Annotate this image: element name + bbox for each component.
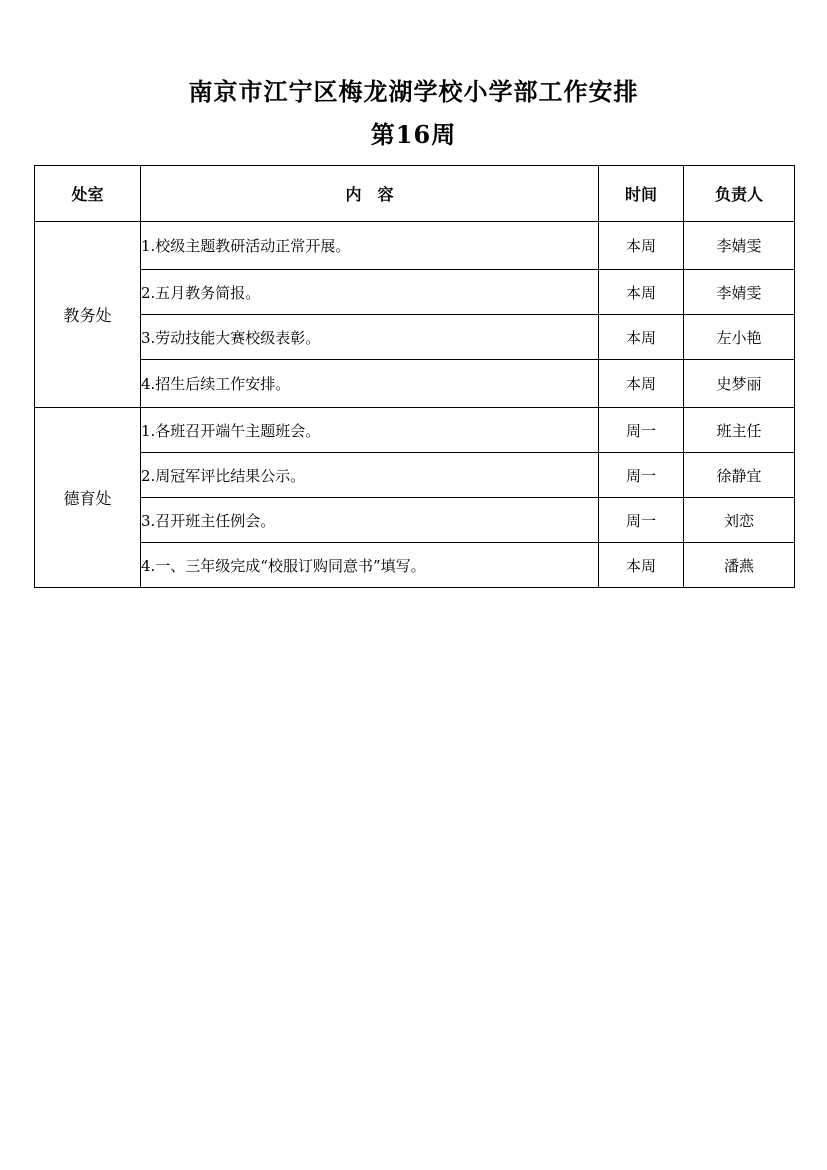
time-cell: 本周 [599, 270, 684, 315]
table-row [35, 453, 795, 498]
content-cell: 2.周冠军评比结果公示。 [141, 453, 599, 498]
content-cell: 2.五月教务简报。 [141, 270, 599, 315]
department-cell-moral: 德育处 [35, 408, 141, 588]
time-cell: 周一 [599, 453, 684, 498]
document-subtitle: 第16周 [370, 120, 457, 149]
header-owner: 负责人 [684, 166, 795, 222]
owner-cell: 徐静宜 [684, 453, 795, 498]
time-cell: 本周 [599, 222, 684, 270]
table-row [35, 408, 795, 453]
owner-cell: 班主任 [684, 408, 795, 453]
owner-cell: 李婧雯 [684, 222, 795, 270]
table-row [35, 222, 795, 270]
content-cell: 4.一、三年级完成“校服订购同意书”填写。 [141, 543, 599, 588]
owner-cell: 左小艳 [684, 315, 795, 360]
document-title: 南京市江宁区梅龙湖学校小学部工作安排 [188, 77, 639, 106]
content-cell: 1.各班召开端午主题班会。 [141, 408, 599, 453]
content-cell: 1.校级主题教研活动正常开展。 [141, 222, 599, 270]
header-time: 时间 [599, 166, 684, 222]
header-department: 处室 [35, 166, 141, 222]
time-cell: 本周 [599, 360, 684, 408]
schedule-table [34, 165, 795, 588]
content-cell: 4.招生后续工作安排。 [141, 360, 599, 408]
table-row [35, 270, 795, 315]
time-cell: 本周 [599, 543, 684, 588]
owner-cell: 史梦丽 [684, 360, 795, 408]
table-row [35, 315, 795, 360]
department-cell-academic: 教务处 [35, 222, 141, 408]
time-cell: 周一 [599, 408, 684, 453]
owner-cell: 李婧雯 [684, 270, 795, 315]
owner-cell: 潘燕 [684, 543, 795, 588]
time-cell: 本周 [599, 315, 684, 360]
content-cell: 3.召开班主任例会。 [141, 498, 599, 543]
owner-cell: 刘恋 [684, 498, 795, 543]
table-row [35, 543, 795, 588]
table-row [35, 498, 795, 543]
table-row [35, 360, 795, 408]
content-cell: 3.劳动技能大赛校级表彰。 [141, 315, 599, 360]
table-header-row [35, 166, 795, 222]
header-content: 内 容 [141, 166, 599, 222]
time-cell: 周一 [599, 498, 684, 543]
